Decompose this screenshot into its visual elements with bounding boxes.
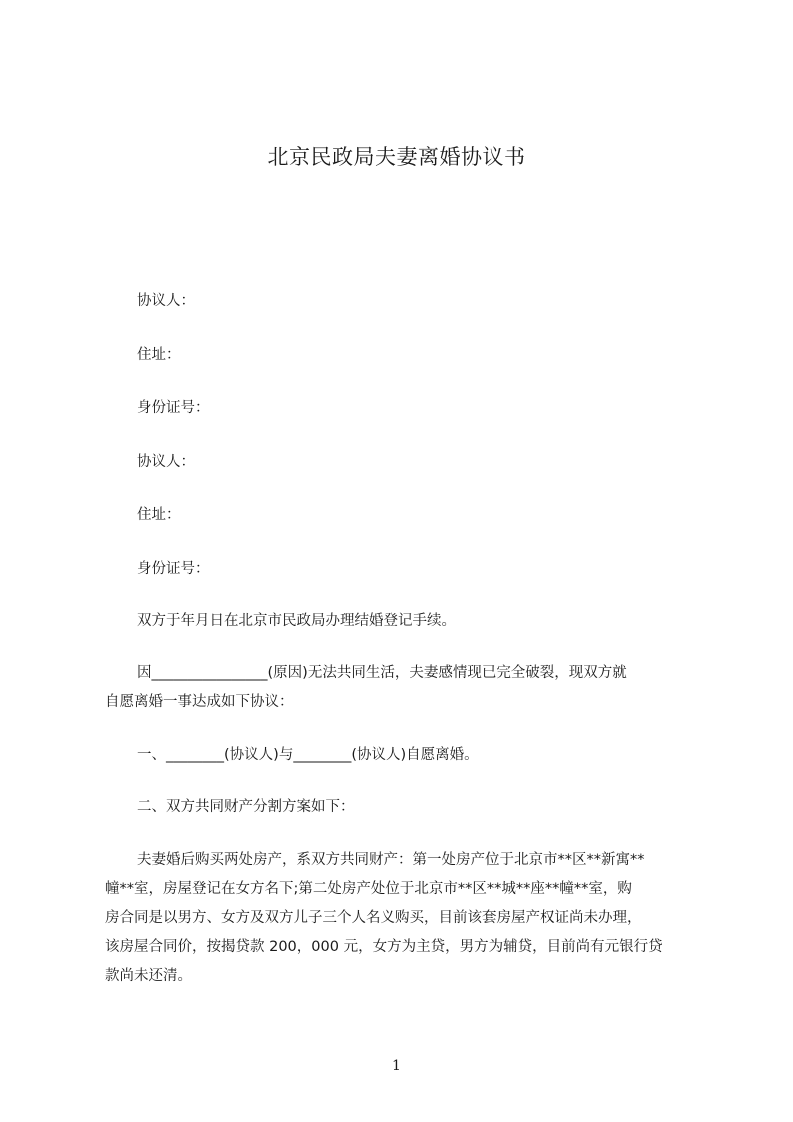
reason-paragraph-line: 因________________(原因)无法共同生活，夫妻感情现已完全破裂，现双方就: [137, 665, 627, 681]
property-paragraph-line: 该房屋合同价，按揭贷款 200，000 元，女方为主贷，男方为辅贷，目前尚有元银行贷: [105, 939, 663, 955]
clause-1: 一、________(协议人)与________(协议人)自愿离婚。: [137, 747, 479, 763]
property-paragraph-line: 房合同是以男方、女方及双方儿子三个人名义购买，目前该套房屋产权证尚未办理，: [105, 910, 642, 926]
property-paragraph-line: 夫妻婚后购买两处房产，系双方共同财产：第一处房产位于北京市**区**新寓**: [137, 852, 645, 868]
party1-id-label: 身份证号：: [137, 400, 210, 416]
document-title: 北京民政局夫妻离婚协议书: [267, 145, 526, 169]
clause-2-heading: 二、双方共同财产分割方案如下：: [137, 799, 355, 815]
party1-address-label: 住址：: [137, 347, 181, 363]
party1-name-label: 协议人：: [137, 293, 195, 309]
property-paragraph-line: 款尚未还清。: [105, 968, 192, 984]
party2-id-label: 身份证号：: [137, 561, 210, 577]
page-number: 1: [392, 1058, 401, 1074]
property-paragraph: [105, 846, 701, 991]
property-paragraph-line: 幢**室，房屋登记在女方名下;第二处房产处位于北京市**区**城**座**幢**室，购: [105, 881, 632, 897]
reason-paragraph: [105, 659, 701, 717]
party2-name-label: 协议人：: [137, 454, 195, 470]
reason-paragraph-line: 自愿离婚一事达成如下协议：: [105, 694, 294, 710]
marriage-statement: 双方于年月日在北京市民政局办理结婚登记手续。: [137, 613, 456, 629]
party2-address-label: 住址：: [137, 507, 181, 523]
